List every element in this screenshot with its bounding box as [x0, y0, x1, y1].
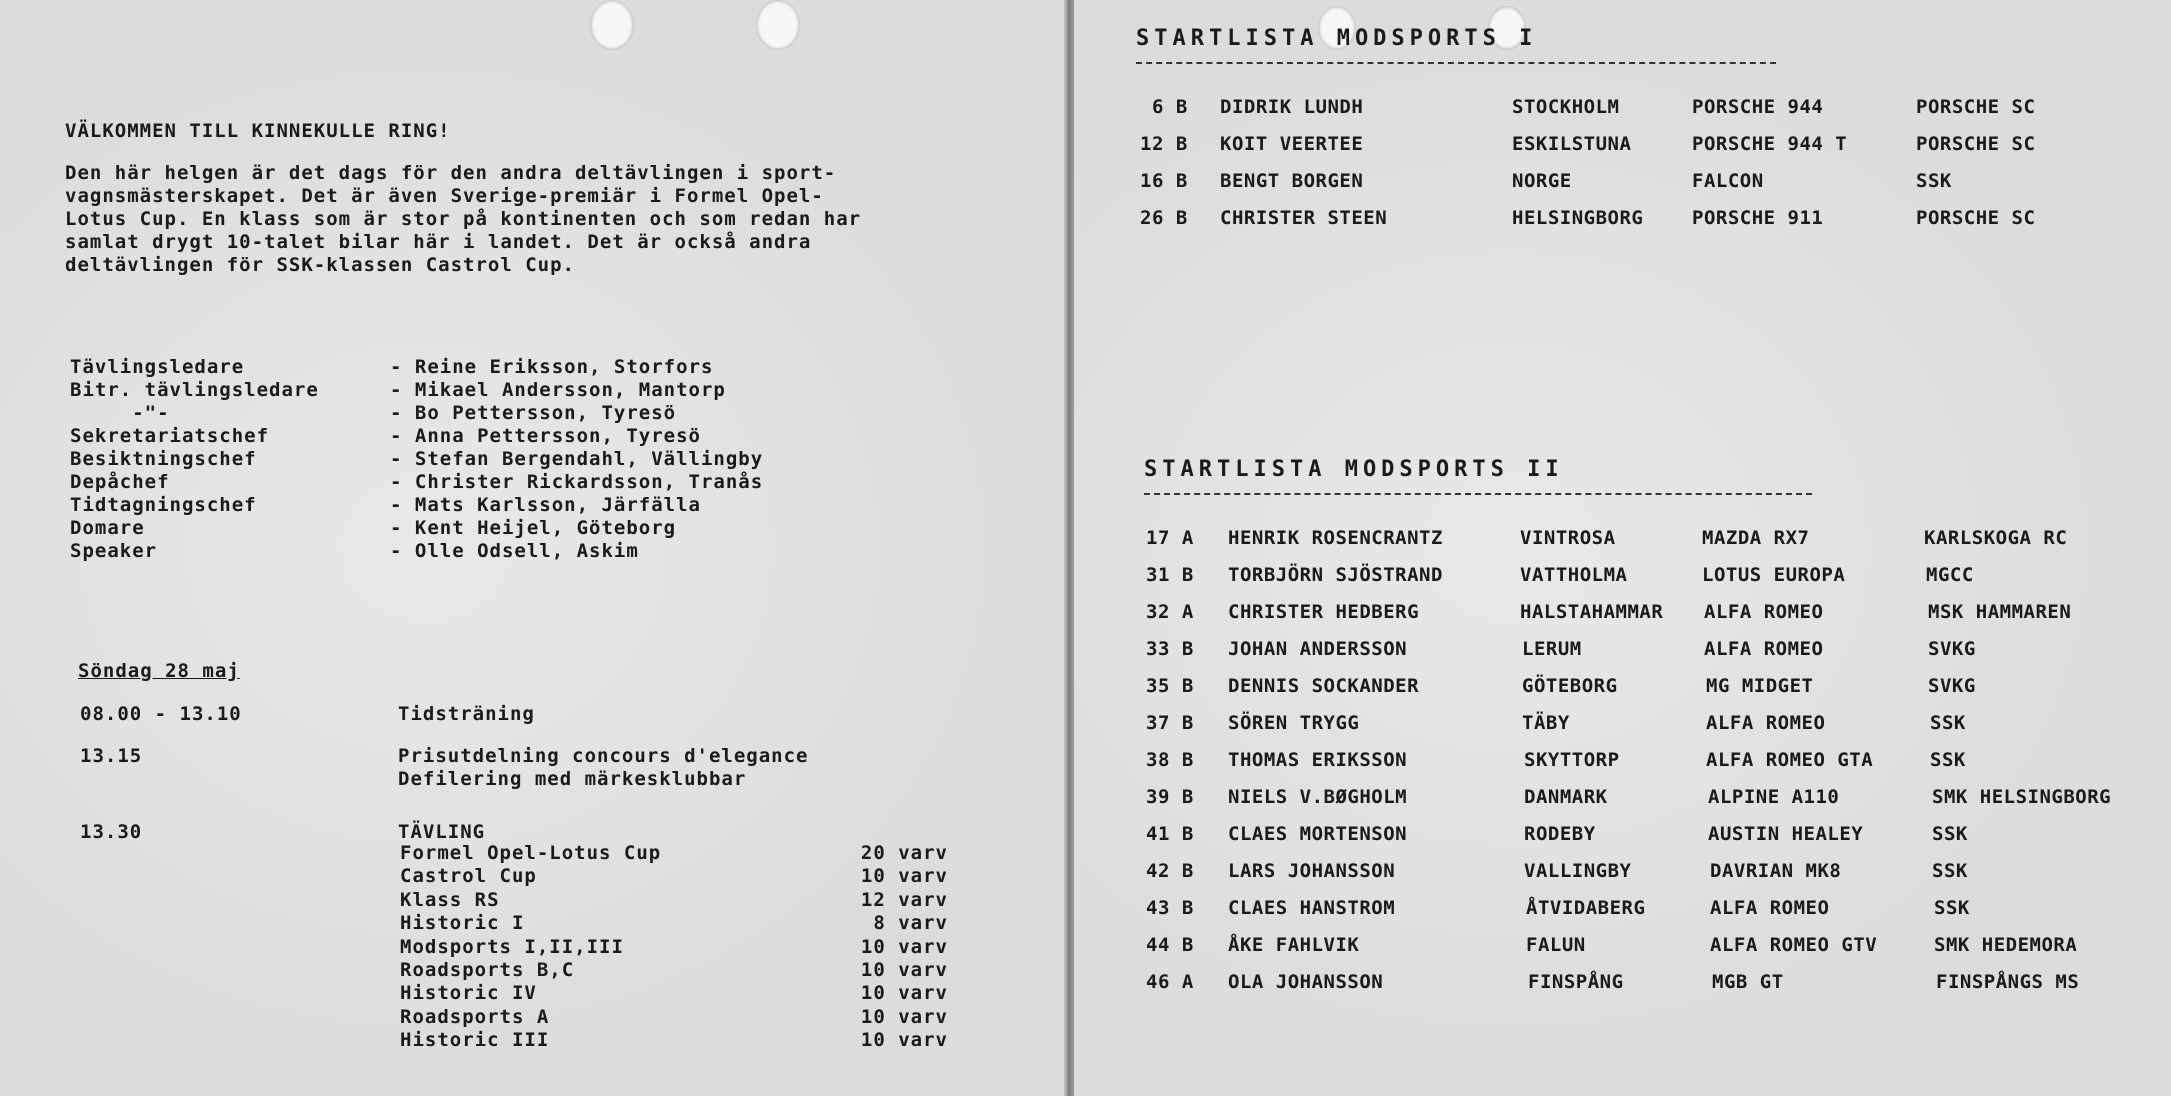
- entry-driver: JOHAN ANDERSSON: [1228, 638, 1408, 660]
- official-row: [70, 494, 763, 517]
- official-name: - Stefan Bergendahl, Vällingby: [390, 448, 764, 470]
- entry-driver: NIELS V.BØGHOLM: [1228, 786, 1408, 808]
- title-underline: [1144, 493, 1812, 495]
- official-name: - Mats Karlsson, Järfälla: [390, 494, 701, 516]
- race-laps: 10 varv: [860, 1005, 948, 1028]
- entry-car: MG MIDGET: [1706, 675, 1814, 697]
- race-name: Historic IV: [400, 982, 537, 1005]
- official-role: Tidtagningschef: [70, 494, 257, 516]
- entry-car: ALFA ROMEO: [1710, 897, 1830, 919]
- intro-line: deltävlingen för SSK-klassen Castrol Cup.: [65, 254, 575, 276]
- intro-line: samlat drygt 10-talet bilar här i landet. Det är också andra: [65, 231, 812, 253]
- entry-town: STOCKHOLM: [1512, 96, 1620, 118]
- race-name: Formel Opel-Lotus Cup: [400, 842, 662, 864]
- schedule-event-line: Prisutdelning concours d'elegance: [398, 745, 809, 767]
- punch-hole: [756, 0, 800, 50]
- entry-town: RODEBY: [1524, 823, 1596, 845]
- entry-town: SKYTTORP: [1524, 749, 1620, 771]
- entry-car: ALFA ROMEO GTV: [1710, 934, 1878, 956]
- entry-driver: CHRISTER STEEN: [1220, 207, 1388, 229]
- official-role: Besiktningschef: [70, 448, 257, 470]
- race-row: [400, 842, 948, 865]
- officials-list: [70, 356, 763, 563]
- entry-number: 17 A: [1146, 527, 1194, 549]
- entry-car: DAVRIAN MK8: [1710, 860, 1842, 882]
- race-row: [400, 912, 948, 935]
- entry-driver: CLAES MORTENSON: [1228, 823, 1408, 845]
- race-name: Modsports I,II,III: [400, 935, 624, 958]
- entry-number: 32 A: [1146, 601, 1194, 623]
- race-laps: 20 varv: [860, 842, 948, 864]
- schedule-time: 08.00 - 13.10: [80, 703, 242, 725]
- entry-car: ALFA ROMEO: [1704, 638, 1824, 660]
- race-name: Roadsports B,C: [400, 959, 575, 982]
- entry-number: 16 B: [1140, 170, 1188, 192]
- entry-car: PORSCHE 944 T: [1692, 133, 1848, 155]
- official-name: - Mikael Andersson, Mantorp: [390, 379, 726, 401]
- entry-town: FALUN: [1526, 934, 1586, 956]
- race-row: [400, 1006, 948, 1029]
- official-role: Bitr. tävlingsledare: [70, 379, 319, 401]
- schedule-event-line: Tidsträning: [398, 703, 535, 725]
- entry-club: SSK: [1932, 860, 1968, 882]
- entry-number: 42 B: [1146, 860, 1194, 882]
- schedule-event: [398, 745, 958, 791]
- entry-number: 26 B: [1140, 207, 1188, 229]
- official-row: [70, 517, 763, 540]
- race-laps: 10 varv: [860, 959, 948, 982]
- entry-club: SVKG: [1928, 638, 1976, 660]
- schedule-event-line: Defilering med märkesklubbar: [398, 768, 747, 790]
- entry-driver: BENGT BORGEN: [1220, 170, 1364, 192]
- race-laps: 10 varv: [860, 1029, 948, 1052]
- entry-car: LOTUS EUROPA: [1702, 564, 1846, 586]
- startlist-title: STARTLISTA MODSPORTS I: [1136, 26, 1538, 51]
- official-row: [70, 448, 763, 471]
- entry-club: SMK HEDEMORA: [1934, 934, 2078, 956]
- entry-driver: KOIT VEERTEE: [1220, 133, 1364, 155]
- entry-driver: CLAES HANSTROM: [1228, 897, 1396, 919]
- booklet-spine: [1064, 0, 1074, 1096]
- official-name: - Reine Eriksson, Storfors: [390, 356, 714, 378]
- entry-driver: TORBJÖRN SJÖSTRAND: [1228, 564, 1443, 586]
- entry-driver: SÖREN TRYGG: [1228, 712, 1360, 734]
- entry-number: 38 B: [1146, 749, 1194, 771]
- entry-club: PORSCHE SC: [1916, 96, 2036, 118]
- schedule-time: 13.30: [80, 821, 143, 843]
- official-role: -"-: [70, 402, 170, 424]
- official-row: [70, 425, 763, 448]
- schedule-event: [398, 821, 958, 844]
- intro-line: Lotus Cup. En klass som är stor på kontinenten och som redan har: [65, 208, 862, 230]
- entry-town: LERUM: [1522, 638, 1582, 660]
- race-row: [400, 959, 948, 982]
- entry-number: 39 B: [1146, 786, 1194, 808]
- entry-driver: ÅKE FAHLVIK: [1228, 934, 1360, 956]
- entry-town: TÄBY: [1522, 712, 1570, 734]
- official-role: Depåchef: [70, 471, 170, 493]
- entry-town: ESKILSTUNA: [1512, 133, 1632, 155]
- race-name: Historic I: [400, 912, 525, 935]
- entry-driver: DIDRIK LUNDH: [1220, 96, 1364, 118]
- race-name: Roadsports A: [400, 1005, 550, 1028]
- entry-number: 44 B: [1146, 934, 1194, 956]
- official-name: - Anna Pettersson, Tyresö: [390, 425, 701, 447]
- entry-number: 6 B: [1152, 96, 1188, 118]
- entry-club: SSK: [1932, 823, 1968, 845]
- race-laps: 12 varv: [860, 888, 948, 911]
- schedule-event: [398, 703, 958, 726]
- race-list: [400, 842, 948, 1053]
- entry-town: ÅTVIDABERG: [1526, 897, 1646, 919]
- entry-car: ALFA ROMEO: [1704, 601, 1824, 623]
- race-laps: 10 varv: [860, 865, 948, 888]
- race-laps: 8 varv: [873, 912, 948, 935]
- official-name: - Bo Pettersson, Tyresö: [390, 402, 677, 424]
- entry-car: FALCON: [1692, 170, 1764, 192]
- official-role: Tävlingsledare: [70, 356, 245, 378]
- entry-number: 43 B: [1146, 897, 1194, 919]
- entry-car: MAZDA RX7: [1702, 527, 1810, 549]
- entry-town: VATTHOLMA: [1520, 564, 1628, 586]
- schedule-time: 13.15: [80, 745, 143, 767]
- race-laps: 10 varv: [860, 982, 948, 1005]
- race-laps: 10 varv: [860, 935, 948, 958]
- official-role: Speaker: [70, 540, 158, 562]
- entry-car: ALFA ROMEO: [1706, 712, 1826, 734]
- entry-number: 31 B: [1146, 564, 1194, 586]
- official-row: [70, 471, 763, 494]
- official-name: - Christer Rickardsson, Tranås: [390, 471, 764, 493]
- official-name: - Olle Odsell, Askim: [390, 540, 639, 562]
- schedule-event-line: TÄVLING: [398, 821, 486, 843]
- race-row: [400, 1029, 948, 1052]
- entry-club: SSK: [1930, 749, 1966, 771]
- entry-driver: OLA JOHANSSON: [1228, 971, 1384, 993]
- entry-club: SVKG: [1928, 675, 1976, 697]
- entry-car: PORSCHE 944: [1692, 96, 1824, 118]
- schedule-date: Söndag 28 maj: [78, 660, 240, 682]
- entry-town: GÖTEBORG: [1522, 675, 1618, 697]
- intro-line: Den här helgen är det dags för den andra deltävlingen i sport-: [65, 162, 837, 184]
- entry-car: ALFA ROMEO GTA: [1706, 749, 1874, 771]
- official-role: Domare: [70, 517, 145, 539]
- entry-town: HELSINGBORG: [1512, 207, 1644, 229]
- entry-town: NORGE: [1512, 170, 1572, 192]
- intro-line: vagnsmästerskapet. Det är även Sverige-premiär i Formel Opel-: [65, 185, 824, 207]
- entry-club: PORSCHE SC: [1916, 133, 2036, 155]
- entry-number: 35 B: [1146, 675, 1194, 697]
- official-row: [70, 402, 763, 425]
- entry-number: 12 B: [1140, 133, 1188, 155]
- entry-driver: DENNIS SOCKANDER: [1228, 675, 1420, 697]
- entry-club: SSK: [1930, 712, 1966, 734]
- race-name: Castrol Cup: [400, 865, 537, 888]
- entry-driver: HENRIK ROSENCRANTZ: [1228, 527, 1443, 549]
- race-row: [400, 889, 948, 912]
- entry-car: MGB GT: [1712, 971, 1784, 993]
- entry-club: SMK HELSINGBORG: [1932, 786, 2112, 808]
- entry-town: FINSPÅNG: [1528, 971, 1624, 993]
- race-name: Klass RS: [400, 888, 500, 911]
- official-role: Sekretariatschef: [70, 425, 270, 447]
- entry-town: DANMARK: [1524, 786, 1608, 808]
- entry-club: SSK: [1916, 170, 1952, 192]
- entry-number: 46 A: [1146, 971, 1194, 993]
- official-row: [70, 379, 763, 402]
- official-name: - Kent Heijel, Göteborg: [390, 517, 677, 539]
- entry-number: 33 B: [1146, 638, 1194, 660]
- startlist-title: STARTLISTA MODSPORTS II: [1144, 457, 1564, 482]
- entry-number: 41 B: [1146, 823, 1194, 845]
- entry-club: FINSPÅNGS MS: [1936, 971, 2080, 993]
- entry-club: SSK: [1934, 897, 1970, 919]
- race-name: Historic III: [400, 1029, 550, 1052]
- entry-town: HALSTAHAMMAR: [1520, 601, 1664, 623]
- race-row: [400, 936, 948, 959]
- entry-club: MGCC: [1926, 564, 1974, 586]
- official-row: [70, 356, 763, 379]
- entry-club: MSK HAMMAREN: [1928, 601, 2072, 623]
- entry-club: PORSCHE SC: [1916, 207, 2036, 229]
- entry-car: ALPINE A110: [1708, 786, 1840, 808]
- welcome-title: VÄLKOMMEN TILL KINNEKULLE RING!: [65, 120, 451, 142]
- entry-car: PORSCHE 911: [1692, 207, 1824, 229]
- entry-club: KARLSKOGA RC: [1924, 527, 2068, 549]
- intro-paragraph: [65, 162, 965, 277]
- official-row: [70, 540, 763, 563]
- title-underline: [1136, 62, 1776, 64]
- entry-driver: THOMAS ERIKSSON: [1228, 749, 1408, 771]
- race-row: [400, 865, 948, 888]
- entry-town: VALLINGBY: [1524, 860, 1632, 882]
- race-row: [400, 982, 948, 1005]
- entry-car: AUSTIN HEALEY: [1708, 823, 1864, 845]
- entry-town: VINTROSA: [1520, 527, 1616, 549]
- punch-hole: [590, 0, 634, 50]
- entry-driver: LARS JOHANSSON: [1228, 860, 1396, 882]
- entry-driver: CHRISTER HEDBERG: [1228, 601, 1420, 623]
- entry-number: 37 B: [1146, 712, 1194, 734]
